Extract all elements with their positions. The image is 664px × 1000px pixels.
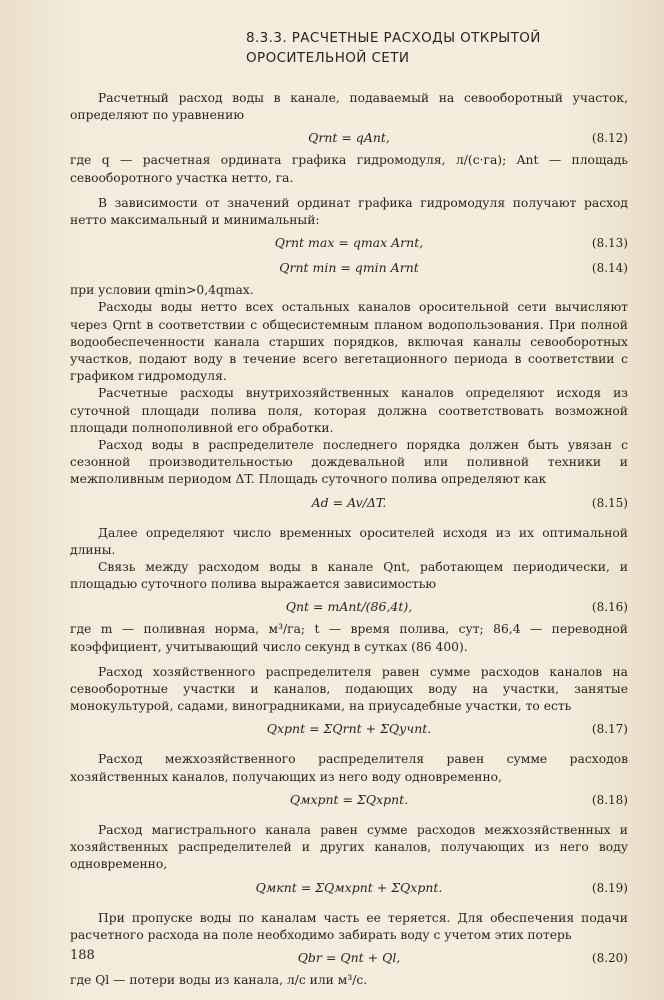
equation-8-14-number: (8.14) [591, 261, 628, 276]
section-heading [246, 28, 628, 68]
equation-8-18-number: (8.18) [591, 792, 628, 807]
equation-8-19 [70, 877, 628, 899]
equation-8-16 [70, 596, 628, 618]
equation-8-17-body: Qxpnt = ΣQrnt + ΣQучnt. [266, 721, 432, 737]
equation-8-13-body: Qrnt max = qmax Arnt, [274, 235, 424, 251]
equation-8-16-body: Qnt = mAnt/(86,4t), [285, 599, 413, 615]
equation-8-16-number: (8.16) [591, 600, 628, 615]
page-number: 188 [70, 948, 95, 963]
paragraph-1: Расчетный расход воды в канале, подаваемый на севооборотный участок, определяют по уравнению [70, 91, 628, 123]
paragraph-13: Расход магистрального канала равен сумме расходов межхозяйственных и хозяйственных распределителей и других каналов, получающих из него воду одновременно, [70, 822, 628, 872]
equation-8-13 [70, 232, 628, 254]
equation-8-14-body: Qrnt min = qmin Arnt [279, 260, 419, 276]
paragraph-9: Связь между расходом воды в канале Qnt, работающем периодически, и площадью суточного полива выражается зависимостью [70, 560, 628, 592]
paragraph-12: Расход межхозяйственного распределителя равен сумме расходов хозяйственных каналов, получающих из него воду одновременно, [70, 752, 628, 784]
equation-8-15-body: Ad = Av/ΔT. [311, 494, 387, 510]
section-heading-line2: ОРОСИТЕЛЬНОЙ СЕТИ [246, 50, 410, 66]
equation-8-15-number: (8.15) [591, 495, 628, 510]
paragraph-14: При пропуске воды по каналам часть ее теряется. Для обеспечения подачи расчетного расхода на поле необходимо забирать воду с учетом этих потерь [70, 910, 628, 942]
equation-8-14 [70, 257, 628, 279]
paragraph-3: В зависимости от значений ординат графика гидромодуля получают расход нетто максимальный и минимальный: [70, 195, 628, 228]
paragraph-2: где q — расчетная ордината графика гидромодуля, л/(с·га); Ant — площадь севооборотного участка нетто, га. [70, 153, 628, 185]
paragraph-5: Расходы воды нетто всех остальных каналов оросительной сети вычисляют через Qrnt в соответствии с общесистемным планом водопользования. При полной водообеспеченности канала старших порядков, включая каналы севооборотных участков, подают воду в течение всего вегетационного периода в соответствии с графиком гидромодуля. [70, 300, 628, 384]
equation-8-20-body: Qbr = Qnt + Ql, [297, 949, 401, 965]
equation-8-12-body: Qrnt = qAnt, [308, 130, 390, 146]
equation-8-17-number: (8.17) [591, 722, 628, 737]
equation-8-12 [70, 127, 628, 149]
paragraph-8: Далее определяют число временных оросителей исходя из их оптимальной длины. [70, 525, 628, 557]
paragraph-15: где Ql — потери воды из канала, л/с или м³/с. [70, 972, 368, 987]
equation-8-18-body: Qмхрnt = ΣQxpnt. [289, 791, 409, 807]
equation-8-19-body: Qмкnt = ΣQмхрnt + ΣQxpnt. [255, 879, 443, 895]
equation-8-17 [70, 718, 628, 740]
paragraph-6: Расчетные расходы внутрихозяйственных каналов определяют исходя из суточной площади полива поля, которая должна соответствовать возможной площади полнополивной его обработки. [70, 386, 628, 435]
paragraph-7: Расход воды в распределителе последнего порядка должен быть увязан с сезонной производительностью дождевальной или поливной техники и межполивным периодом ΔT. Площадь суточного полива определяют как [70, 438, 628, 487]
equation-8-15 [70, 492, 628, 514]
paragraph-10: где m — поливная норма, м³/га; t — время полива, сут; 86,4 — переводной коэффициент, учитывающий число секунд в сутках (86 400). [70, 622, 628, 654]
equation-8-19-number: (8.19) [591, 880, 628, 895]
paragraph-11: Расход хозяйственного распределителя равен сумме расходов каналов на севооборотные участки и каналов, подающих воду на участки, занятые монокультурой, садами, виноградниками, на приусадебные участки, то есть [70, 664, 628, 714]
equation-8-20 [70, 947, 628, 969]
equation-8-18 [70, 789, 628, 811]
section-heading-line1: 8.3.3. РАСЧЕТНЫЕ РАСХОДЫ ОТКРЫТОЙ [246, 30, 541, 46]
equation-8-20-number: (8.20) [591, 950, 628, 965]
equation-8-12-number: (8.12) [591, 131, 628, 146]
equation-8-13-number: (8.13) [591, 236, 628, 251]
paragraph-4: при условии qmin>0,4qmax. [70, 283, 254, 298]
